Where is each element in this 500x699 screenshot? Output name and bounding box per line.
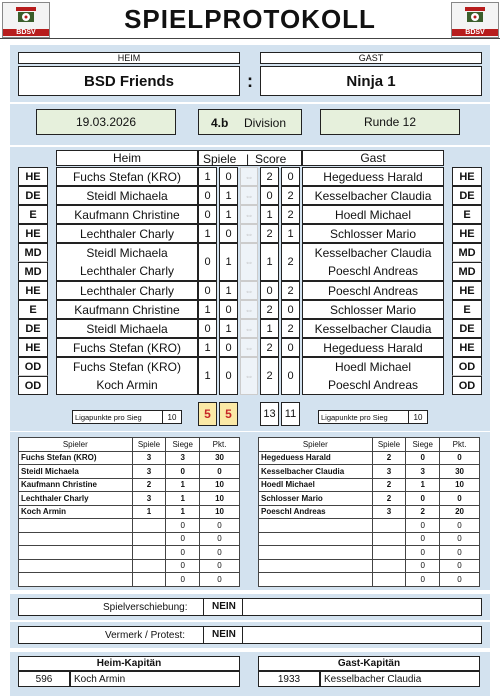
game-score-gast: 2 xyxy=(281,243,300,281)
player-spiele: 3 xyxy=(372,465,406,479)
table-row xyxy=(19,505,240,519)
player-name xyxy=(19,573,133,587)
table-row xyxy=(19,573,240,587)
game-spiele-heim: 0 xyxy=(198,319,217,338)
player-name xyxy=(259,573,373,587)
player-spiele xyxy=(372,546,406,560)
player-name: Koch Armin xyxy=(19,505,133,519)
protest-value: NEIN xyxy=(203,626,243,644)
player-pkt: 0 xyxy=(440,451,480,465)
liga-value-heim: 10 xyxy=(162,410,182,424)
total-spiele-gast: 5 xyxy=(219,402,238,426)
player-name xyxy=(19,532,133,546)
player-pkt: 0 xyxy=(200,546,240,560)
game-score-heim: 2 xyxy=(260,167,279,186)
table-row xyxy=(259,573,480,587)
game-away-player: Hegeduess Harald xyxy=(302,167,444,186)
player-siege: 0 xyxy=(166,465,200,479)
game-away-player: Kesselbacher Claudia xyxy=(302,186,444,205)
col-header-spiele: Spiele xyxy=(203,152,237,166)
game-score-heim: 2 xyxy=(260,300,279,319)
game-score-gast: 2 xyxy=(281,319,300,338)
gast-captain-label: Gast-Kapitän xyxy=(258,656,480,671)
game-arrow-icon: ⇔ xyxy=(240,205,258,224)
gast-team-name: Ninja 1 xyxy=(260,66,482,96)
player-spiele xyxy=(132,559,166,573)
game-spiele-gast: 1 xyxy=(219,281,238,300)
table-row xyxy=(259,559,480,573)
player-name xyxy=(19,546,133,560)
table-row xyxy=(19,559,240,573)
player-name: Kesselbacher Claudia xyxy=(259,465,373,479)
game-away-player: Poeschl Andreas xyxy=(302,376,444,395)
player-siege: 0 xyxy=(406,573,440,587)
heim-captain-id: 596 xyxy=(18,671,70,687)
total-spiele-heim: 5 xyxy=(198,402,217,426)
game-arrow-icon: ⇔ xyxy=(240,300,258,319)
game-arrow-icon: ⇔ xyxy=(240,186,258,205)
game-type-heim: E xyxy=(18,300,48,319)
player-siege: 3 xyxy=(406,465,440,479)
division-number: 4.b xyxy=(211,116,229,130)
game-type-gast: E xyxy=(452,205,482,224)
player-pkt: 0 xyxy=(200,519,240,533)
player-siege: 0 xyxy=(406,492,440,506)
player-col-header: Spieler xyxy=(19,438,133,452)
game-type-gast: MD xyxy=(452,243,482,262)
game-type-heim: MD xyxy=(18,243,48,262)
game-score-heim: 1 xyxy=(260,205,279,224)
postpone-value: NEIN xyxy=(203,598,243,616)
game-type-gast: OD xyxy=(452,357,482,376)
game-home-player: Fuchs Stefan (KRO) xyxy=(56,338,198,357)
liga-value-gast: 10 xyxy=(408,410,428,424)
col-header-sep: | xyxy=(246,152,250,166)
player-col-header: Spiele xyxy=(132,438,166,452)
player-name xyxy=(19,559,133,573)
player-name: Schlosser Mario xyxy=(259,492,373,506)
player-spiele xyxy=(372,532,406,546)
game-type-gast: E xyxy=(452,300,482,319)
player-name xyxy=(259,532,373,546)
player-name xyxy=(259,559,373,573)
table-row xyxy=(19,519,240,533)
game-home-player: Lechthaler Charly xyxy=(56,262,198,281)
player-spiele xyxy=(372,559,406,573)
bdsv-logo-right xyxy=(451,2,499,38)
player-spiele: 2 xyxy=(132,478,166,492)
player-siege: 2 xyxy=(406,505,440,519)
game-arrow-icon: ⇔ xyxy=(240,281,258,300)
game-away-player: Hoedl Michael xyxy=(302,205,444,224)
player-name: Hoedl Michael xyxy=(259,478,373,492)
game-spiele-gast: 1 xyxy=(219,243,238,281)
game-arrow-icon: ⇔ xyxy=(240,243,258,281)
game-away-player: Hoedl Michael xyxy=(302,357,444,376)
player-siege: 3 xyxy=(166,451,200,465)
col-header-score: Score xyxy=(255,152,287,166)
table-row xyxy=(19,532,240,546)
game-home-player: Steidl Michaela xyxy=(56,243,198,262)
game-spiele-gast: 0 xyxy=(219,357,238,395)
game-score-gast: 2 xyxy=(281,205,300,224)
game-home-player: Lechthaler Charly xyxy=(56,224,198,243)
bdsv-logo-left xyxy=(2,2,50,38)
page-title: SPIELPROTOKOLL xyxy=(124,3,376,34)
division-label: Division xyxy=(244,116,287,130)
player-col-header: Spiele xyxy=(372,438,406,452)
player-pkt: 10 xyxy=(200,492,240,506)
game-spiele-gast: 0 xyxy=(219,224,238,243)
table-row xyxy=(19,546,240,560)
game-home-player: Lechthaler Charly xyxy=(56,281,198,300)
home-players-table xyxy=(18,437,240,587)
table-row xyxy=(19,451,240,465)
game-away-player: Hegeduess Harald xyxy=(302,338,444,357)
player-pkt: 30 xyxy=(200,451,240,465)
player-spiele xyxy=(372,519,406,533)
player-name: Kaufmann Christine xyxy=(19,478,133,492)
player-siege: 1 xyxy=(406,478,440,492)
game-type-heim: HE xyxy=(18,167,48,186)
division-box xyxy=(198,109,302,135)
game-spiele-heim: 0 xyxy=(198,281,217,300)
game-away-player: Schlosser Mario xyxy=(302,300,444,319)
game-score-heim: 2 xyxy=(260,338,279,357)
game-arrow-icon: ⇔ xyxy=(240,167,258,186)
game-home-player: Koch Armin xyxy=(56,376,198,395)
total-score-heim: 13 xyxy=(260,402,279,426)
game-type-heim: HE xyxy=(18,281,48,300)
player-col-header: Spieler xyxy=(259,438,373,452)
player-siege: 0 xyxy=(166,519,200,533)
game-away-player: Kesselbacher Claudia xyxy=(302,319,444,338)
liga-label-heim: Ligapunkte pro Sieg xyxy=(72,410,182,424)
player-name: Steidl Michaela xyxy=(19,465,133,479)
player-siege: 0 xyxy=(166,573,200,587)
game-home-player: Kaufmann Christine xyxy=(56,300,198,319)
player-name xyxy=(259,519,373,533)
player-spiele: 3 xyxy=(132,451,166,465)
table-row xyxy=(259,465,480,479)
player-spiele xyxy=(132,573,166,587)
player-spiele xyxy=(372,573,406,587)
player-pkt: 0 xyxy=(440,573,480,587)
game-type-gast: HE xyxy=(452,338,482,357)
player-siege: 1 xyxy=(166,492,200,506)
logo-text: BDSV xyxy=(3,29,49,36)
game-type-heim: DE xyxy=(18,186,48,205)
player-col-header: Siege xyxy=(166,438,200,452)
table-row xyxy=(259,478,480,492)
player-siege: 0 xyxy=(166,559,200,573)
player-siege: 0 xyxy=(406,546,440,560)
player-table-header xyxy=(19,438,240,452)
game-type-heim: HE xyxy=(18,224,48,243)
player-pkt: 0 xyxy=(200,532,240,546)
player-spiele xyxy=(132,532,166,546)
gast-captain-id: 1933 xyxy=(258,671,320,687)
game-type-gast: HE xyxy=(452,167,482,186)
player-spiele: 3 xyxy=(132,465,166,479)
game-score-gast: 2 xyxy=(281,281,300,300)
player-siege: 0 xyxy=(406,559,440,573)
game-arrow-icon: ⇔ xyxy=(240,224,258,243)
table-row xyxy=(259,505,480,519)
player-pkt: 0 xyxy=(440,559,480,573)
col-header-spiele-score xyxy=(198,150,302,166)
heim-captain-label: Heim-Kapitän xyxy=(18,656,240,671)
player-pkt: 0 xyxy=(200,559,240,573)
player-col-header: Pkt. xyxy=(440,438,480,452)
player-name: Poeschl Andreas xyxy=(259,505,373,519)
player-spiele xyxy=(132,519,166,533)
player-spiele: 2 xyxy=(372,451,406,465)
game-score-gast: 0 xyxy=(281,338,300,357)
table-row xyxy=(19,478,240,492)
postpone-label: Spielverschiebung: xyxy=(103,602,188,613)
player-pkt: 0 xyxy=(200,573,240,587)
game-spiele-heim: 1 xyxy=(198,224,217,243)
dartboard-crest-icon xyxy=(14,5,38,25)
round-label: Runde 12 xyxy=(320,109,460,135)
game-spiele-heim: 1 xyxy=(198,357,217,395)
game-score-gast: 1 xyxy=(281,224,300,243)
game-spiele-gast: 1 xyxy=(219,205,238,224)
player-spiele: 1 xyxy=(132,505,166,519)
player-siege: 0 xyxy=(406,519,440,533)
table-row xyxy=(259,532,480,546)
game-type-gast: MD xyxy=(452,262,482,281)
game-spiele-heim: 1 xyxy=(198,167,217,186)
table-row xyxy=(259,546,480,560)
total-score-gast: 11 xyxy=(281,402,300,426)
gast-captain-name: Kesselbacher Claudia xyxy=(320,671,480,687)
game-type-heim: HE xyxy=(18,338,48,357)
game-spiele-heim: 0 xyxy=(198,243,217,281)
game-spiele-gast: 0 xyxy=(219,338,238,357)
player-pkt: 20 xyxy=(440,505,480,519)
dartboard-crest-icon xyxy=(463,5,487,25)
heim-team-name: BSD Friends xyxy=(18,66,240,96)
player-col-header: Siege xyxy=(406,438,440,452)
player-spiele: 2 xyxy=(372,478,406,492)
table-row xyxy=(259,519,480,533)
player-name xyxy=(259,546,373,560)
game-type-heim: E xyxy=(18,205,48,224)
col-header-gast: Gast xyxy=(302,150,444,166)
player-table-header xyxy=(259,438,480,452)
game-spiele-gast: 1 xyxy=(219,186,238,205)
game-score-heim: 0 xyxy=(260,186,279,205)
game-home-player: Steidl Michaela xyxy=(56,186,198,205)
player-siege: 1 xyxy=(166,478,200,492)
game-home-player: Steidl Michaela xyxy=(56,319,198,338)
heim-captain-name: Koch Armin xyxy=(70,671,240,687)
postpone-row xyxy=(18,598,482,616)
player-spiele xyxy=(132,546,166,560)
player-pkt: 0 xyxy=(440,532,480,546)
game-away-player: Schlosser Mario xyxy=(302,224,444,243)
player-siege: 0 xyxy=(406,451,440,465)
player-pkt: 0 xyxy=(440,546,480,560)
game-type-gast: DE xyxy=(452,186,482,205)
heim-label: HEIM xyxy=(18,52,240,64)
game-score-gast: 0 xyxy=(281,167,300,186)
game-score-heim: 1 xyxy=(260,243,279,281)
game-spiele-heim: 0 xyxy=(198,186,217,205)
gast-label: GAST xyxy=(260,52,482,64)
player-siege: 1 xyxy=(166,505,200,519)
game-arrow-icon: ⇔ xyxy=(240,338,258,357)
game-arrow-icon: ⇔ xyxy=(240,357,258,395)
game-type-heim: MD xyxy=(18,262,48,281)
table-row xyxy=(259,492,480,506)
protest-row xyxy=(18,626,482,644)
game-away-player: Poeschl Andreas xyxy=(302,281,444,300)
game-home-player: Fuchs Stefan (KRO) xyxy=(56,357,198,376)
player-pkt: 10 xyxy=(200,505,240,519)
game-score-heim: 0 xyxy=(260,281,279,300)
player-name: Lechthaler Charly xyxy=(19,492,133,506)
game-spiele-heim: 1 xyxy=(198,338,217,357)
player-pkt: 0 xyxy=(440,492,480,506)
game-score-heim: 2 xyxy=(260,224,279,243)
game-spiele-gast: 1 xyxy=(219,319,238,338)
game-home-player: Fuchs Stefan (KRO) xyxy=(56,167,198,186)
player-pkt: 10 xyxy=(440,478,480,492)
table-row xyxy=(19,492,240,506)
game-type-gast: HE xyxy=(452,224,482,243)
game-arrow-icon: ⇔ xyxy=(240,319,258,338)
player-pkt: 0 xyxy=(200,465,240,479)
player-name xyxy=(19,519,133,533)
game-type-gast: OD xyxy=(452,376,482,395)
player-siege: 0 xyxy=(406,532,440,546)
table-row xyxy=(19,465,240,479)
protest-label: Vermerk / Protest: xyxy=(105,630,186,641)
player-name: Fuchs Stefan (KRO) xyxy=(19,451,133,465)
player-pkt: 10 xyxy=(200,478,240,492)
player-spiele: 3 xyxy=(132,492,166,506)
game-score-gast: 0 xyxy=(281,300,300,319)
player-siege: 0 xyxy=(166,532,200,546)
team-separator: : xyxy=(247,70,253,91)
player-siege: 0 xyxy=(166,546,200,560)
player-pkt: 30 xyxy=(440,465,480,479)
game-spiele-heim: 1 xyxy=(198,300,217,319)
match-date: 19.03.2026 xyxy=(36,109,176,135)
away-players-table xyxy=(258,437,480,587)
game-score-gast: 0 xyxy=(281,357,300,395)
logo-text: BDSV xyxy=(452,29,498,36)
game-score-heim: 1 xyxy=(260,319,279,338)
table-row xyxy=(259,451,480,465)
game-score-gast: 2 xyxy=(281,186,300,205)
game-type-gast: HE xyxy=(452,281,482,300)
game-away-player: Poeschl Andreas xyxy=(302,262,444,281)
game-type-heim: OD xyxy=(18,357,48,376)
player-pkt: 0 xyxy=(440,519,480,533)
player-spiele: 3 xyxy=(372,505,406,519)
game-type-gast: DE xyxy=(452,319,482,338)
game-score-heim: 2 xyxy=(260,357,279,395)
game-spiele-gast: 0 xyxy=(219,300,238,319)
game-type-heim: OD xyxy=(18,376,48,395)
game-spiele-gast: 0 xyxy=(219,167,238,186)
col-header-heim: Heim xyxy=(56,150,198,166)
game-away-player: Kesselbacher Claudia xyxy=(302,243,444,262)
player-name: Hegeduess Harald xyxy=(259,451,373,465)
game-type-heim: DE xyxy=(18,319,48,338)
liga-label-gast: Ligapunkte pro Sieg xyxy=(318,410,428,424)
game-home-player: Kaufmann Christine xyxy=(56,205,198,224)
game-spiele-heim: 0 xyxy=(198,205,217,224)
player-spiele: 2 xyxy=(372,492,406,506)
player-col-header: Pkt. xyxy=(200,438,240,452)
